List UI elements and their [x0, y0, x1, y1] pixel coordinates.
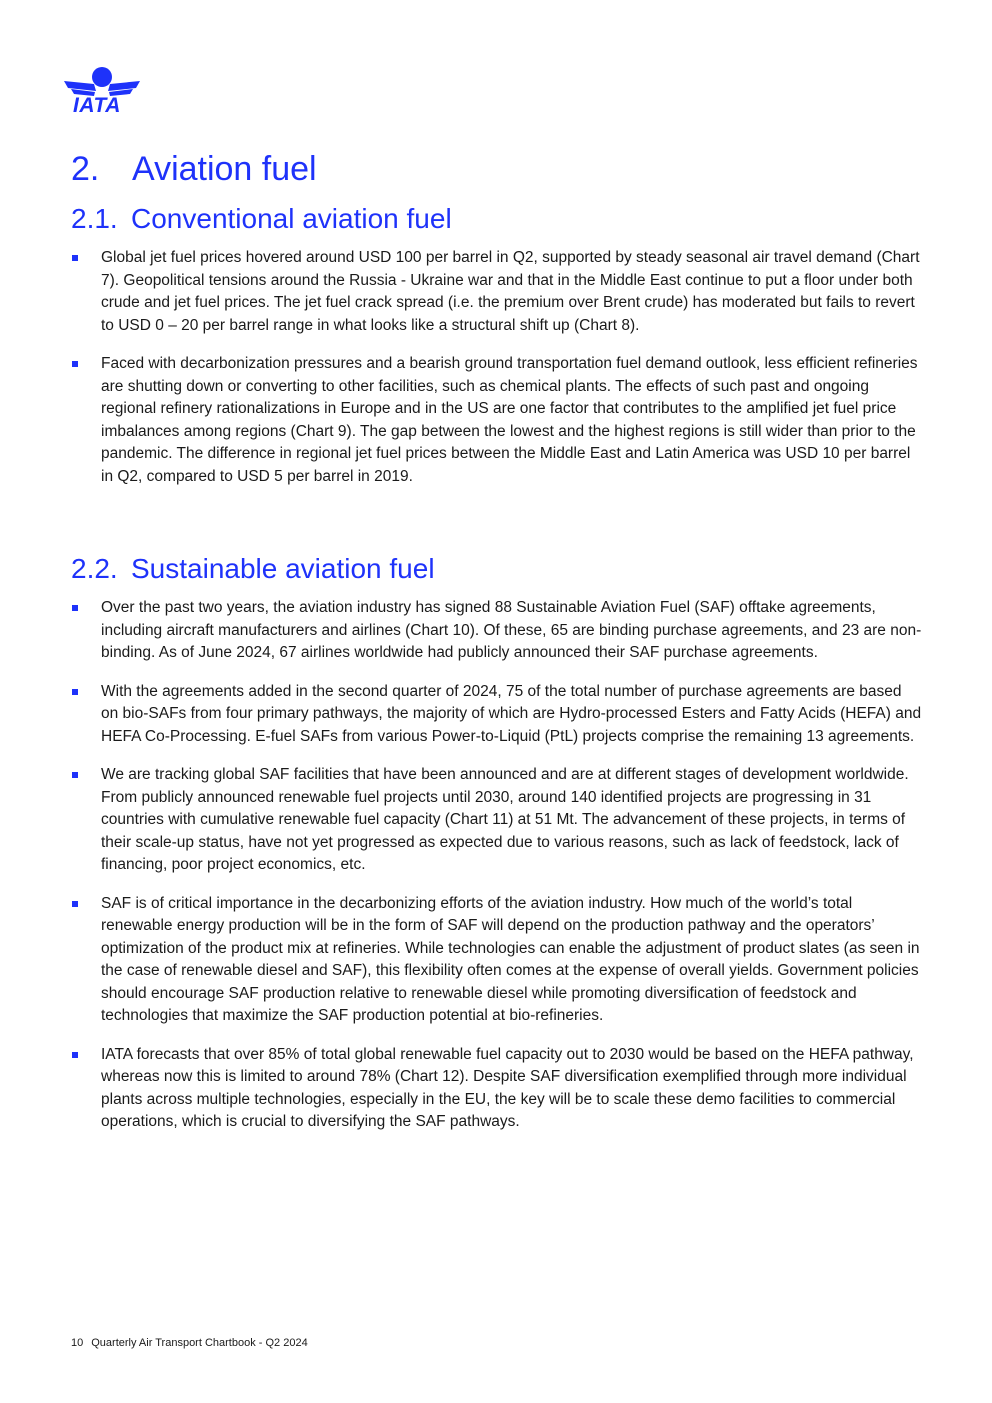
saf-bullet-list	[71, 597, 923, 1150]
bullet-item: SAF is of critical importance in the decarbonizing efforts of the aviation industry. How much of the world’s total renewable energy production will be in the form of SAF will depend on the production pathway and the operators’ optimization of the product mix at refineries. While technologies can enable the adjustment of product slates (as seen in the case of renewable diesel and SAF), this flexibility often comes at the expense of overall yields. Government policies should encourage SAF production relative to renewable diesel while promoting diversification of feedstock and technologies that maximize the SAF production potential at bio-refineries.	[71, 893, 923, 1028]
bullet-item: IATA forecasts that over 85% of total global renewable fuel capacity out to 2030 would be based on the HEFA pathway, whereas now this is limited to around 78% (Chart 12). Despite SAF diversification exemplified through more individual plants across multiple technologies, especially in the EU, the key will be to scale these demo facilities to commercial operations, which is crucial to diversifying the SAF pathways.	[71, 1044, 923, 1134]
footer-doc-title: Quarterly Air Transport Chartbook - Q2 2024	[91, 1337, 308, 1349]
page-footer	[71, 1336, 308, 1350]
bullet-item: Faced with decarbonization pressures and a bearish ground transportation fuel demand outlook, less efficient refineries are shutting down or converting to other facilities, such as chemical plants. The effects of such past and ongoing regional refinery rationalizations in Europe and in the US are one factor that contributes to the amplified jet fuel price imbalances among regions (Chart 9). The gap between the lowest and the highest regions is still wider than prior to the pandemic. The difference in regional jet fuel prices between the Middle East and Latin America was USD 10 per barrel in Q2, compared to USD 5 per barrel in 2019.	[71, 353, 923, 488]
section-heading-sustainable	[71, 552, 435, 586]
section-number: 2.2.	[71, 553, 118, 584]
page-number: 10	[71, 1337, 84, 1349]
heading-title: Aviation fuel	[132, 150, 317, 188]
section-title: Sustainable aviation fuel	[131, 553, 435, 584]
section-number: 2.1.	[71, 203, 118, 234]
section-title: Conventional aviation fuel	[131, 203, 452, 234]
bullet-item: With the agreements added in the second quarter of 2024, 75 of the total number of purchase agreements are based on bio-SAFs from four primary pathways, the majority of which are Hydro-processed Esters and Fatty Acids (HEFA) and HEFA Co-Processing. E-fuel SAFs from various Power-to-Liquid (PtL) projects comprise the remaining 13 agreements.	[71, 681, 923, 749]
bullet-item: We are tracking global SAF facilities that have been announced and are at different stages of development worldwide. From publicly announced renewable fuel projects until 2030, around 140 identified projects are progressing in 31 countries with cumulative renewable fuel capacity (Chart 11) at 51 Mt. The advancement of these projects, in terms of their scale-up status, have not yet progressed as expected due to various reasons, such as lack of feedstock, lack of financing, poor project economics, etc.	[71, 764, 923, 877]
heading-number: 2.	[71, 150, 100, 188]
conventional-fuel-bullet-list	[71, 247, 923, 504]
section-heading-conventional	[71, 202, 452, 236]
bullet-item: Over the past two years, the aviation industry has signed 88 Sustainable Aviation Fuel (SAF) offtake agreements, including aircraft manufacturers and airlines (Chart 10). Of these, 65 are binding purchase agreements, and 23 are non-binding. As of June 2024, 67 airlines worldwide had publicly announced their SAF purchase agreements.	[71, 597, 923, 665]
bullet-item: Global jet fuel prices hovered around USD 100 per barrel in Q2, supported by steady seasonal air travel demand (Chart 7). Geopolitical tensions around the Russia - Ukraine war and that in the Middle East continue to put a floor under both crude and jet fuel prices. The jet fuel crack spread (i.e. the premium over Brent crude) has moderated but fails to revert to USD 0 – 20 per barrel range in what looks like a structural shift up (Chart 8).	[71, 247, 923, 337]
iata-logo	[64, 66, 142, 116]
page-heading	[71, 148, 317, 190]
iata-logo-text: IATA	[73, 94, 121, 117]
